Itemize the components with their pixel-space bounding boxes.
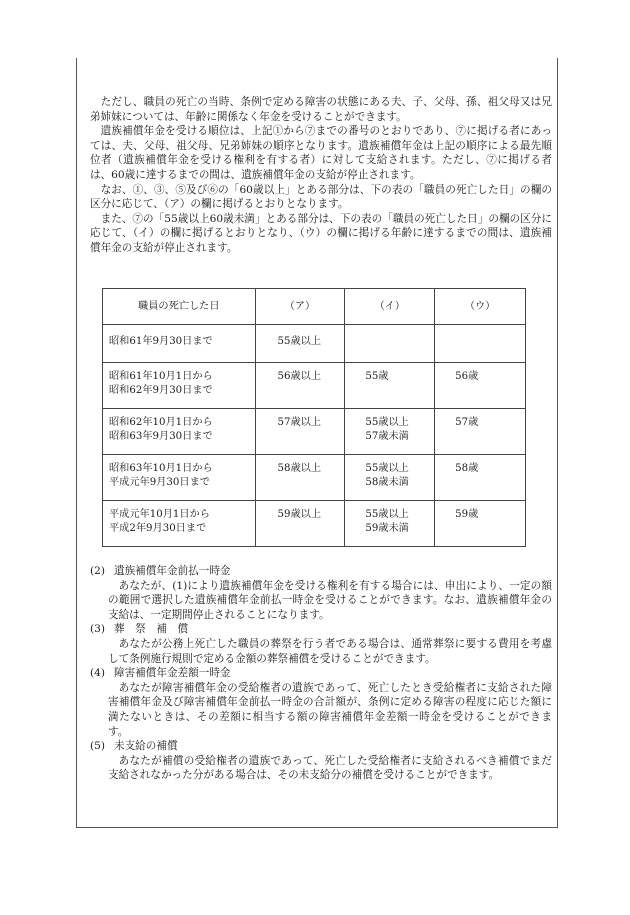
- section-number: (2): [90, 565, 106, 577]
- section-4-title: [90, 666, 552, 681]
- header-i: （イ）: [345, 289, 435, 325]
- cell-u: 58歳: [435, 455, 526, 501]
- section-title-text: 葬 祭 補 償: [114, 623, 189, 636]
- section-number: (5): [90, 740, 106, 753]
- cell-date: [103, 325, 256, 363]
- section-5-body: あなたが補償の受給権者の遺族であって、死亡した受給権者に支給されるべき補償でまだ支給されなかった分がある場合は、その未支給分の補償を受けることができます。: [108, 754, 552, 782]
- cell-date: [103, 501, 256, 547]
- i-line: 58歳未満: [365, 477, 409, 488]
- cell-i: [345, 409, 435, 455]
- section-2-body: あなたが、(1)により遺族補償年金を受ける権利を有する場合には、申出により、一定の額の範囲で選択した遺族補償年金前払一時金を受けることができます。なお、遺族補償年金の支給は、一定期間停止されることになります。: [108, 579, 552, 621]
- cell-u: 56歳: [435, 363, 526, 409]
- intro-block: [90, 95, 552, 256]
- table-row: [103, 455, 526, 501]
- section-5-title: [90, 739, 552, 754]
- table-row: [103, 325, 526, 363]
- section-2-title: [90, 564, 552, 579]
- cell-a: 59歳以上: [255, 501, 345, 547]
- header-u: （ウ）: [435, 289, 526, 325]
- section-3-title: [90, 622, 552, 637]
- intro-paragraph-4: また、⑦の「55歳以上60歳未満」とある部分は、下の表の「職員の死亡した日」の欄の区分に応じて、（イ）の欄に掲げるとおりとなり、（ウ）の欄に掲げる年齢に達するまでの間は、遺族補償年金の支給が停止されます。: [90, 212, 552, 254]
- cell-u: 59歳: [435, 501, 526, 547]
- date-line: 平成2年9月30日まで: [109, 523, 207, 534]
- date-line: 昭和63年10月1日から: [109, 463, 213, 474]
- i-line: 55歳以上: [365, 417, 409, 428]
- intro-paragraph-1: ただし、職員の死亡の当時、条例で定める障害の状態にある夫、子、父母、孫、祖父母又は兄弟姉妹については、年齢に関係なく年金を受けることができます。: [90, 96, 552, 123]
- section-title-text: 障害補償年金差額一時金: [114, 667, 231, 680]
- date-line: 昭和62年9月30日まで: [109, 385, 213, 396]
- intro-paragraph-2: 遺族補償年金を受ける順位は、上記①から⑦までの番号のとおりであり、⑦に掲げる者にあっては、夫、父母、祖父母、兄弟姉妹の順序となります。遺族補償年金は上記の順序による最先順位者（遺族補償年金を受ける権利を有する者）に対して支給されます。ただし、⑦に掲げる者は、60歳に達するまでの間は、遺族補償年金の支給が停止されます。: [90, 125, 552, 181]
- header-a: （ア）: [255, 289, 345, 325]
- cell-date: [103, 455, 256, 501]
- cell-i: [345, 363, 435, 409]
- cell-date: [103, 363, 256, 409]
- i-line: 55歳: [365, 371, 389, 382]
- i-line: 57歳未満: [365, 431, 409, 442]
- age-table: [102, 288, 526, 547]
- intro-paragraph-3: なお、①、③、⑤及び⑥の「60歳以上」とある部分は、下の表の「職員の死亡した日」の欄の区分に応じて、（ア）の欄に掲げるとおりとなります。: [90, 183, 552, 211]
- cell-u: 57歳: [435, 409, 526, 455]
- date-line: 昭和61年10月1日から: [109, 371, 213, 382]
- section-title-text: 未支給の補償: [114, 740, 178, 753]
- cell-a: 57歳以上: [255, 409, 345, 455]
- section-4-body: あなたが障害補償年金の受給権者の遺族であって、死亡したとき受給権者に支給された障害補償年金及び障害補償年金前払一時金の合計額が、条例に定める障害の程度に応じた額に満たないときは、その差額に相当する額の障害補償年金差額一時金を受けることができます。: [108, 681, 552, 738]
- date-line: 昭和61年9月30日まで: [109, 336, 213, 347]
- header-death-date: 職員の死亡した日: [103, 289, 256, 325]
- i-line: 55歳以上: [365, 463, 409, 474]
- date-line: 昭和63年9月30日まで: [109, 431, 213, 442]
- date-line: 平成元年10月1日から: [109, 509, 210, 520]
- date-line: 平成元年9月30日まで: [109, 477, 210, 488]
- date-line: 昭和62年10月1日から: [109, 417, 213, 428]
- section-title-text: 遺族補償年金前払一時金: [114, 565, 231, 577]
- section-number: (4): [90, 667, 106, 680]
- i-line: 55歳以上: [365, 509, 409, 520]
- table-row: [103, 501, 526, 547]
- cell-i: [345, 325, 435, 363]
- cell-a: 55歳以上: [255, 325, 345, 363]
- cell-a: 56歳以上: [255, 363, 345, 409]
- i-line: 59歳未満: [365, 523, 409, 534]
- table-row: [103, 409, 526, 455]
- cell-i: [345, 501, 435, 547]
- cell-i: [345, 455, 435, 501]
- section-3-body: あなたが公務上死亡した職員の葬祭を行う者である場合は、通常葬祭に要する費用を考慮して条例施行規則で定める金額の葬祭補償を受けることができます。: [108, 637, 552, 665]
- cell-u: [435, 325, 526, 363]
- sections-block: [90, 564, 552, 783]
- cell-a: 58歳以上: [255, 455, 345, 501]
- section-number: (3): [90, 623, 106, 636]
- table-header-row: [103, 289, 526, 325]
- cell-date: [103, 409, 256, 455]
- table-row: [103, 363, 526, 409]
